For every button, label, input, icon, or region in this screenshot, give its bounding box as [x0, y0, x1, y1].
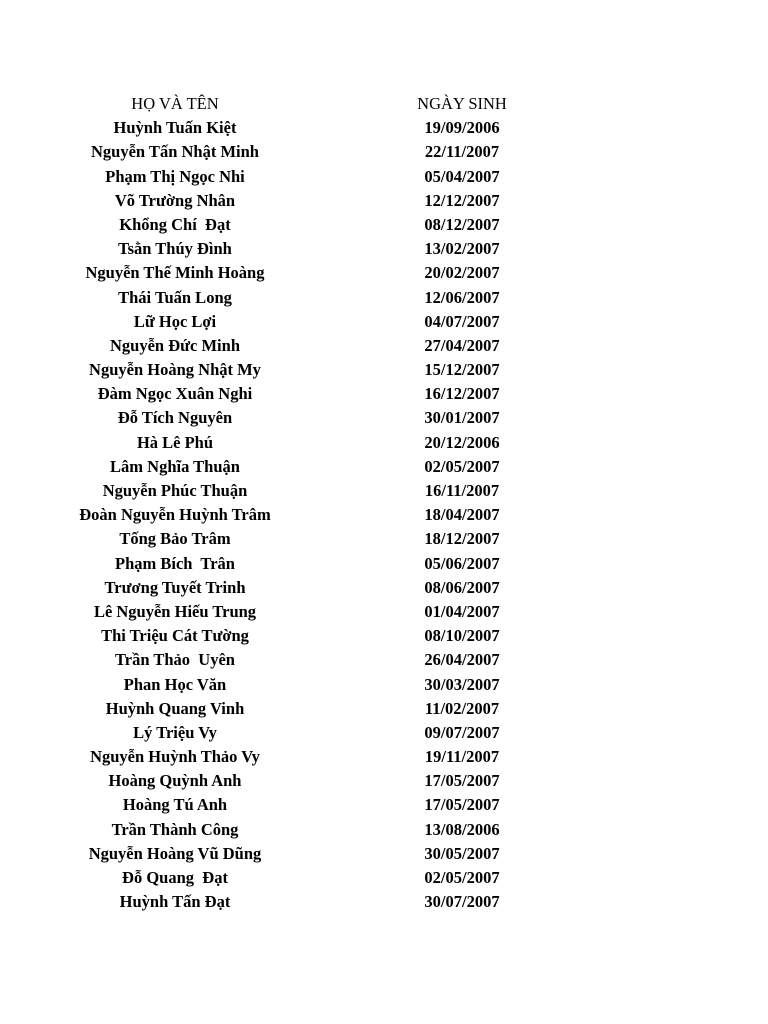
table-row [0, 140, 768, 164]
student-birthdate: 02/05/2007 [424, 868, 500, 887]
student-name: Nguyễn Đức Minh [110, 335, 240, 355]
student-birthdate: 22/11/2007 [424, 142, 500, 162]
table-row [0, 479, 768, 503]
student-name: Lê Nguyễn Hiếu Trung [93, 601, 257, 621]
student-birthdate: 18/12/2007 [424, 529, 500, 549]
table-row [0, 818, 768, 842]
student-name: Huỳnh Tấn Đạt [119, 892, 231, 912]
student-name: Phạm Thị Ngọc Nhi [105, 166, 245, 186]
table-row [0, 358, 768, 382]
student-birthdate: 30/03/2007 [424, 674, 500, 694]
student-birthdate: 11/02/2007 [424, 698, 500, 718]
table-row [0, 866, 768, 890]
student-birthdate: 15/12/2007 [424, 360, 500, 380]
student-birthdate: 16/12/2007 [424, 384, 500, 404]
table-row [0, 745, 768, 769]
student-name: Trương Tuyết Trinh [104, 577, 246, 597]
student-name: Phan Học Văn [123, 674, 227, 694]
student-name: Nguyễn Thế Minh Hoàng [85, 263, 265, 283]
student-birthdate: 08/10/2007 [424, 626, 500, 646]
student-birthdate: 02/05/2007 [424, 456, 500, 476]
table-row [0, 890, 768, 914]
table-row [0, 673, 768, 697]
student-name: Thái Tuấn Long [118, 287, 232, 307]
table-row [0, 189, 768, 213]
student-birthdate: 17/05/2007 [424, 771, 500, 791]
student-birthdate: 26/04/2007 [424, 650, 500, 670]
table-row [0, 503, 768, 527]
student-name: Thi Triệu Cát Tường [101, 626, 249, 646]
column-header-birthdate: NGÀY SINH [417, 94, 507, 113]
table-row [0, 261, 768, 285]
student-birthdate: 12/12/2007 [424, 190, 500, 210]
table-row [0, 406, 768, 430]
student-name: Lữ Học Lợi [133, 311, 217, 331]
student-name: Đỗ Tích Nguyên [117, 408, 233, 428]
student-name: Trần Thảo Uyên [115, 650, 235, 670]
student-name: Nguyễn Phúc Thuận [102, 481, 248, 500]
student-birthdate: 20/02/2007 [424, 263, 500, 283]
student-birthdate: 13/08/2006 [424, 819, 500, 839]
student-birthdate: 16/11/2007 [424, 481, 500, 500]
student-name: Tống Bảo Trâm [119, 529, 231, 549]
student-birthdate: 19/09/2006 [424, 118, 500, 138]
student-birthdate: 05/04/2007 [424, 166, 500, 186]
student-name: Nguyễn Tấn Nhật Minh [91, 142, 259, 162]
table-row [0, 237, 768, 261]
student-name: Nguyễn Hoàng Nhật My [89, 360, 261, 380]
student-name: Phạm Bích Trân [115, 553, 235, 573]
table-row [0, 576, 768, 600]
student-name: Huỳnh Quang Vinh [105, 698, 245, 718]
table-row [0, 116, 768, 140]
column-header-name: HỌ VÀ TÊN [131, 94, 219, 113]
student-name: Hà Lê Phú [136, 432, 214, 452]
student-birthdate: 17/05/2007 [424, 795, 500, 815]
table-header-row [0, 92, 768, 116]
table-row [0, 213, 768, 237]
student-name: Hoàng Quỳnh Anh [108, 771, 242, 791]
student-name: Đàm Ngọc Xuân Nghi [97, 384, 253, 404]
table-row [0, 697, 768, 721]
table-row [0, 310, 768, 334]
student-birthdate: 30/01/2007 [424, 408, 500, 428]
student-birthdate: 12/06/2007 [424, 287, 500, 307]
student-birthdate: 30/05/2007 [424, 843, 500, 863]
table-row [0, 842, 768, 866]
student-birthdate: 18/04/2007 [424, 505, 500, 525]
student-name: Huỳnh Tuấn Kiệt [113, 118, 237, 138]
student-birthdate: 19/11/2007 [424, 747, 500, 767]
student-birthdate: 05/06/2007 [424, 553, 500, 573]
student-birthdate: 30/07/2007 [424, 892, 500, 912]
student-birthdate: 08/06/2007 [424, 577, 500, 597]
student-table [0, 92, 768, 914]
table-body [0, 116, 768, 914]
student-birthdate: 20/12/2006 [424, 432, 500, 452]
table-row [0, 527, 768, 551]
student-birthdate: 04/07/2007 [424, 311, 500, 331]
student-name: Nguyễn Huỳnh Thảo Vy [90, 747, 260, 767]
table-row [0, 793, 768, 817]
student-name: Tsằn Thúy Đình [118, 239, 232, 259]
student-name: Nguyễn Hoàng Vũ Dũng [88, 843, 262, 863]
table-row [0, 431, 768, 455]
table-row [0, 769, 768, 793]
table-row [0, 624, 768, 648]
table-row [0, 334, 768, 358]
student-birthdate: 27/04/2007 [424, 335, 500, 355]
table-row [0, 552, 768, 576]
table-row [0, 382, 768, 406]
student-birthdate: 08/12/2007 [424, 214, 500, 234]
student-name: Hoàng Tú Anh [122, 795, 228, 815]
table-row [0, 721, 768, 745]
student-birthdate: 13/02/2007 [424, 239, 500, 259]
student-name: Trần Thành Công [111, 819, 239, 839]
student-birthdate: 09/07/2007 [424, 722, 500, 742]
student-name: Lý Triệu Vy [133, 722, 217, 742]
table-row [0, 600, 768, 624]
student-name: Đỗ Quang Đạt [122, 868, 228, 887]
student-name: Khổng Chí Đạt [119, 214, 231, 234]
student-name: Đoàn Nguyễn Huỳnh Trâm [79, 505, 271, 525]
table-row [0, 286, 768, 310]
table-row [0, 165, 768, 189]
student-birthdate: 01/04/2007 [424, 601, 500, 621]
student-name: Võ Trường Nhân [114, 190, 236, 210]
table-row [0, 648, 768, 672]
table-row [0, 455, 768, 479]
student-name: Lâm Nghĩa Thuận [110, 456, 240, 476]
